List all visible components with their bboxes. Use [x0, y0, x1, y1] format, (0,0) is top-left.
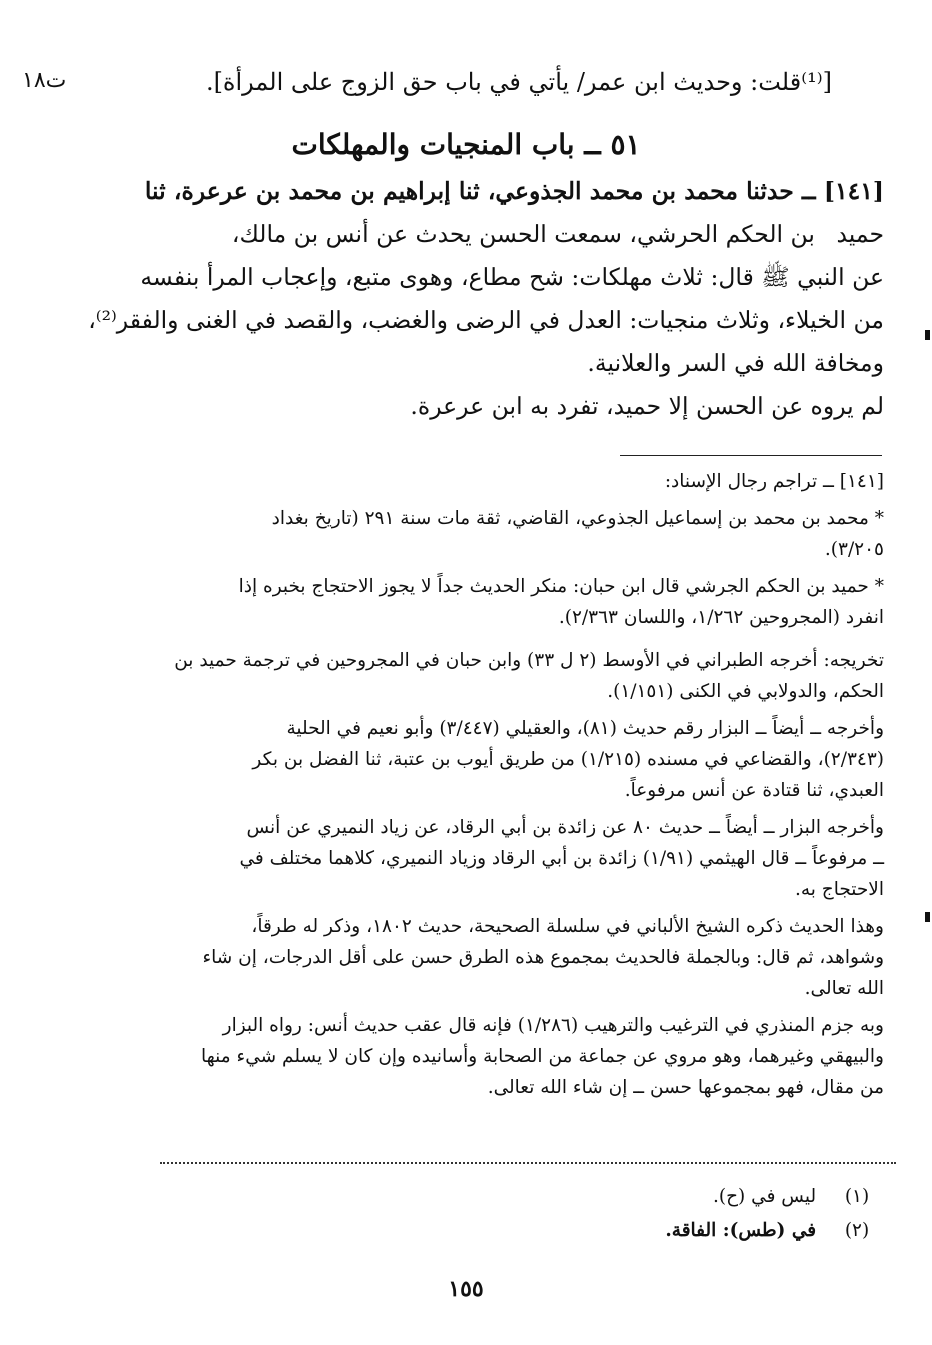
hadith-line-4: من الخيلاء، وثلاث منجيات: العدل في الرضى والغضب، والقصد في الغنى والفقر⁽²⁾، [88, 306, 884, 334]
takhrij-4-line-1: وهذا الحديث ذكره الشيخ الألباني في سلسلة الصحيحة، حديث ١٨٠٢، وذكر له طرقاً، [251, 916, 884, 937]
takhrij-2-line-2: (٢/٣٤٣)، والقضاعي في مسنده (١/٢١٥) من طريق أيوب بن عتبة، ثنا الفضل بن بكر [252, 749, 884, 770]
takhrij-4-line-3: الله تعالى. [804, 978, 884, 999]
notes-separator [620, 455, 882, 456]
page-number: ١٥٥ [448, 1276, 484, 1302]
narrator-name: حميد [836, 220, 884, 248]
annotation-notes [76, 466, 884, 1103]
takhrij-paragraph-5 [76, 1010, 884, 1103]
hadith-text [74, 170, 884, 428]
hadith-line-3: عن النبي ﷺ قال: ثلاث مهلكات: شح مطاع، وهوى متبع، وإعجاب المرأ بنفسه [140, 263, 884, 291]
hadith-line-6: لم يروه عن الحسن إلا حميد، تفرد به ابن عرعرة. [410, 392, 884, 420]
hadith-line-1: [١٤١] ــ حدثنا محمد بن محمد الجذوعي، ثنا إبراهيم بن محمد بن عرعرة، ثنا [144, 177, 884, 205]
manuscript-reference: ت١٨ [22, 68, 67, 93]
narrator-entry-2-line-1: * حميد بن الحكم الجرشي قال ابن حبان: منكر الحديث جداً لا يجوز الاحتجاج بخبره إذا [238, 576, 884, 597]
takhrij-paragraph-2 [76, 713, 884, 806]
narrator-entry-1 [76, 503, 884, 565]
editor-note-line: [⁽¹⁾قلت: وحديث ابن عمر/ يأتي في باب حق الزوج على المرأة]. [205, 68, 832, 96]
margin-mark [925, 330, 930, 340]
footnote-separator [160, 1162, 896, 1164]
chapter-title: ٥١ ــ باب المنجيات والمهلكات [291, 128, 641, 161]
hadith-line-2 [74, 213, 884, 256]
takhrij-1-line-1: تخريجه: أخرجه الطبراني في الأوسط (٢ ل ٣٣) وابن حبان في المجروحين في ترجمة حميد بن [174, 650, 884, 671]
footnote-2 [92, 1220, 892, 1241]
narrator-entry-1-line-1: * محمد بن محمد بن إسماعيل الجذوعي، القاضي، ثقة مات سنة ٢٩١ (تاريخ بغداد [271, 508, 884, 529]
narrator-entry-1-line-2: ٣/٢٠٥). [824, 539, 884, 560]
narrator-entry-2 [76, 571, 884, 633]
footnote-2-number: (٢) [844, 1220, 870, 1241]
takhrij-2-line-3: العبدي، ثنا قتادة عن أنس مرفوعاً. [624, 780, 884, 801]
takhrij-4-line-2: وشواهد، ثم قال: وبالجملة فالحديث بمجموع هذه الطرق حسن على أقل الدرجات، إن شاء [202, 947, 884, 968]
takhrij-3-line-1: وأخرجه البزار ــ أيضاً ــ حديث ٨٠ عن زائدة بن أبي الرقاد، عن زياد النميري عن أنس [246, 817, 884, 838]
takhrij-5-line-1: وبه جزم المنذري في الترغيب والترهيب (١/٢٨٦) فإنه قال عقب حديث أنس: رواه البزار [222, 1015, 884, 1036]
takhrij-5-line-3: من مقال، فهو بمجموعها حسن ــ إن شاء الله تعالى. [487, 1077, 884, 1098]
hadith-line-2-text: بن الحكم الحرشي، سمعت الحسن يحدث عن أنس بن مالك، [231, 220, 815, 248]
hadith-line-5: ومخافة الله في السر والعلانية. [587, 349, 884, 377]
takhrij-paragraph-3 [76, 812, 884, 905]
footnote-1-number: (١) [844, 1186, 870, 1207]
margin-mark [925, 912, 930, 922]
footnote-1-text: ليس في (ح). [713, 1186, 817, 1207]
takhrij-5-line-2: والبيهقي وغيرهما، وهو مروي عن جماعة من الصحابة وأسانيده وإن كان لا يسلم شيء منها [200, 1046, 884, 1067]
takhrij-1-line-2: الحكم، والدولابي في الكنى (١/١٥١). [607, 681, 884, 702]
takhrij-paragraph-1 [76, 645, 884, 707]
takhrij-paragraph-4 [76, 911, 884, 1004]
takhrij-3-line-3: الاحتجاج به. [794, 879, 884, 900]
notes-title: [١٤١] ــ تراجم رجال الإسناد: [664, 471, 884, 492]
narrator-entry-2-line-2: انفرد (المجروحين ١/٢٦٢، واللسان ٢/٣٦٣). [558, 607, 884, 628]
takhrij-3-line-2: ــ مرفوعاً ــ قال الهيثمي (١/٩١) زائدة بن أبي الرقاد وزياد النميري، كلاهما مختلف في [239, 848, 884, 869]
takhrij-2-line-1: وأخرجه ــ أيضاً ــ البزار رقم حديث (٨١)، والعقيلي (٣/٤٤٧) وأبو نعيم في الحلية [286, 718, 884, 739]
footnote-2-text: في (طس): الفاقة. [665, 1220, 817, 1241]
footnote-1 [92, 1186, 892, 1207]
